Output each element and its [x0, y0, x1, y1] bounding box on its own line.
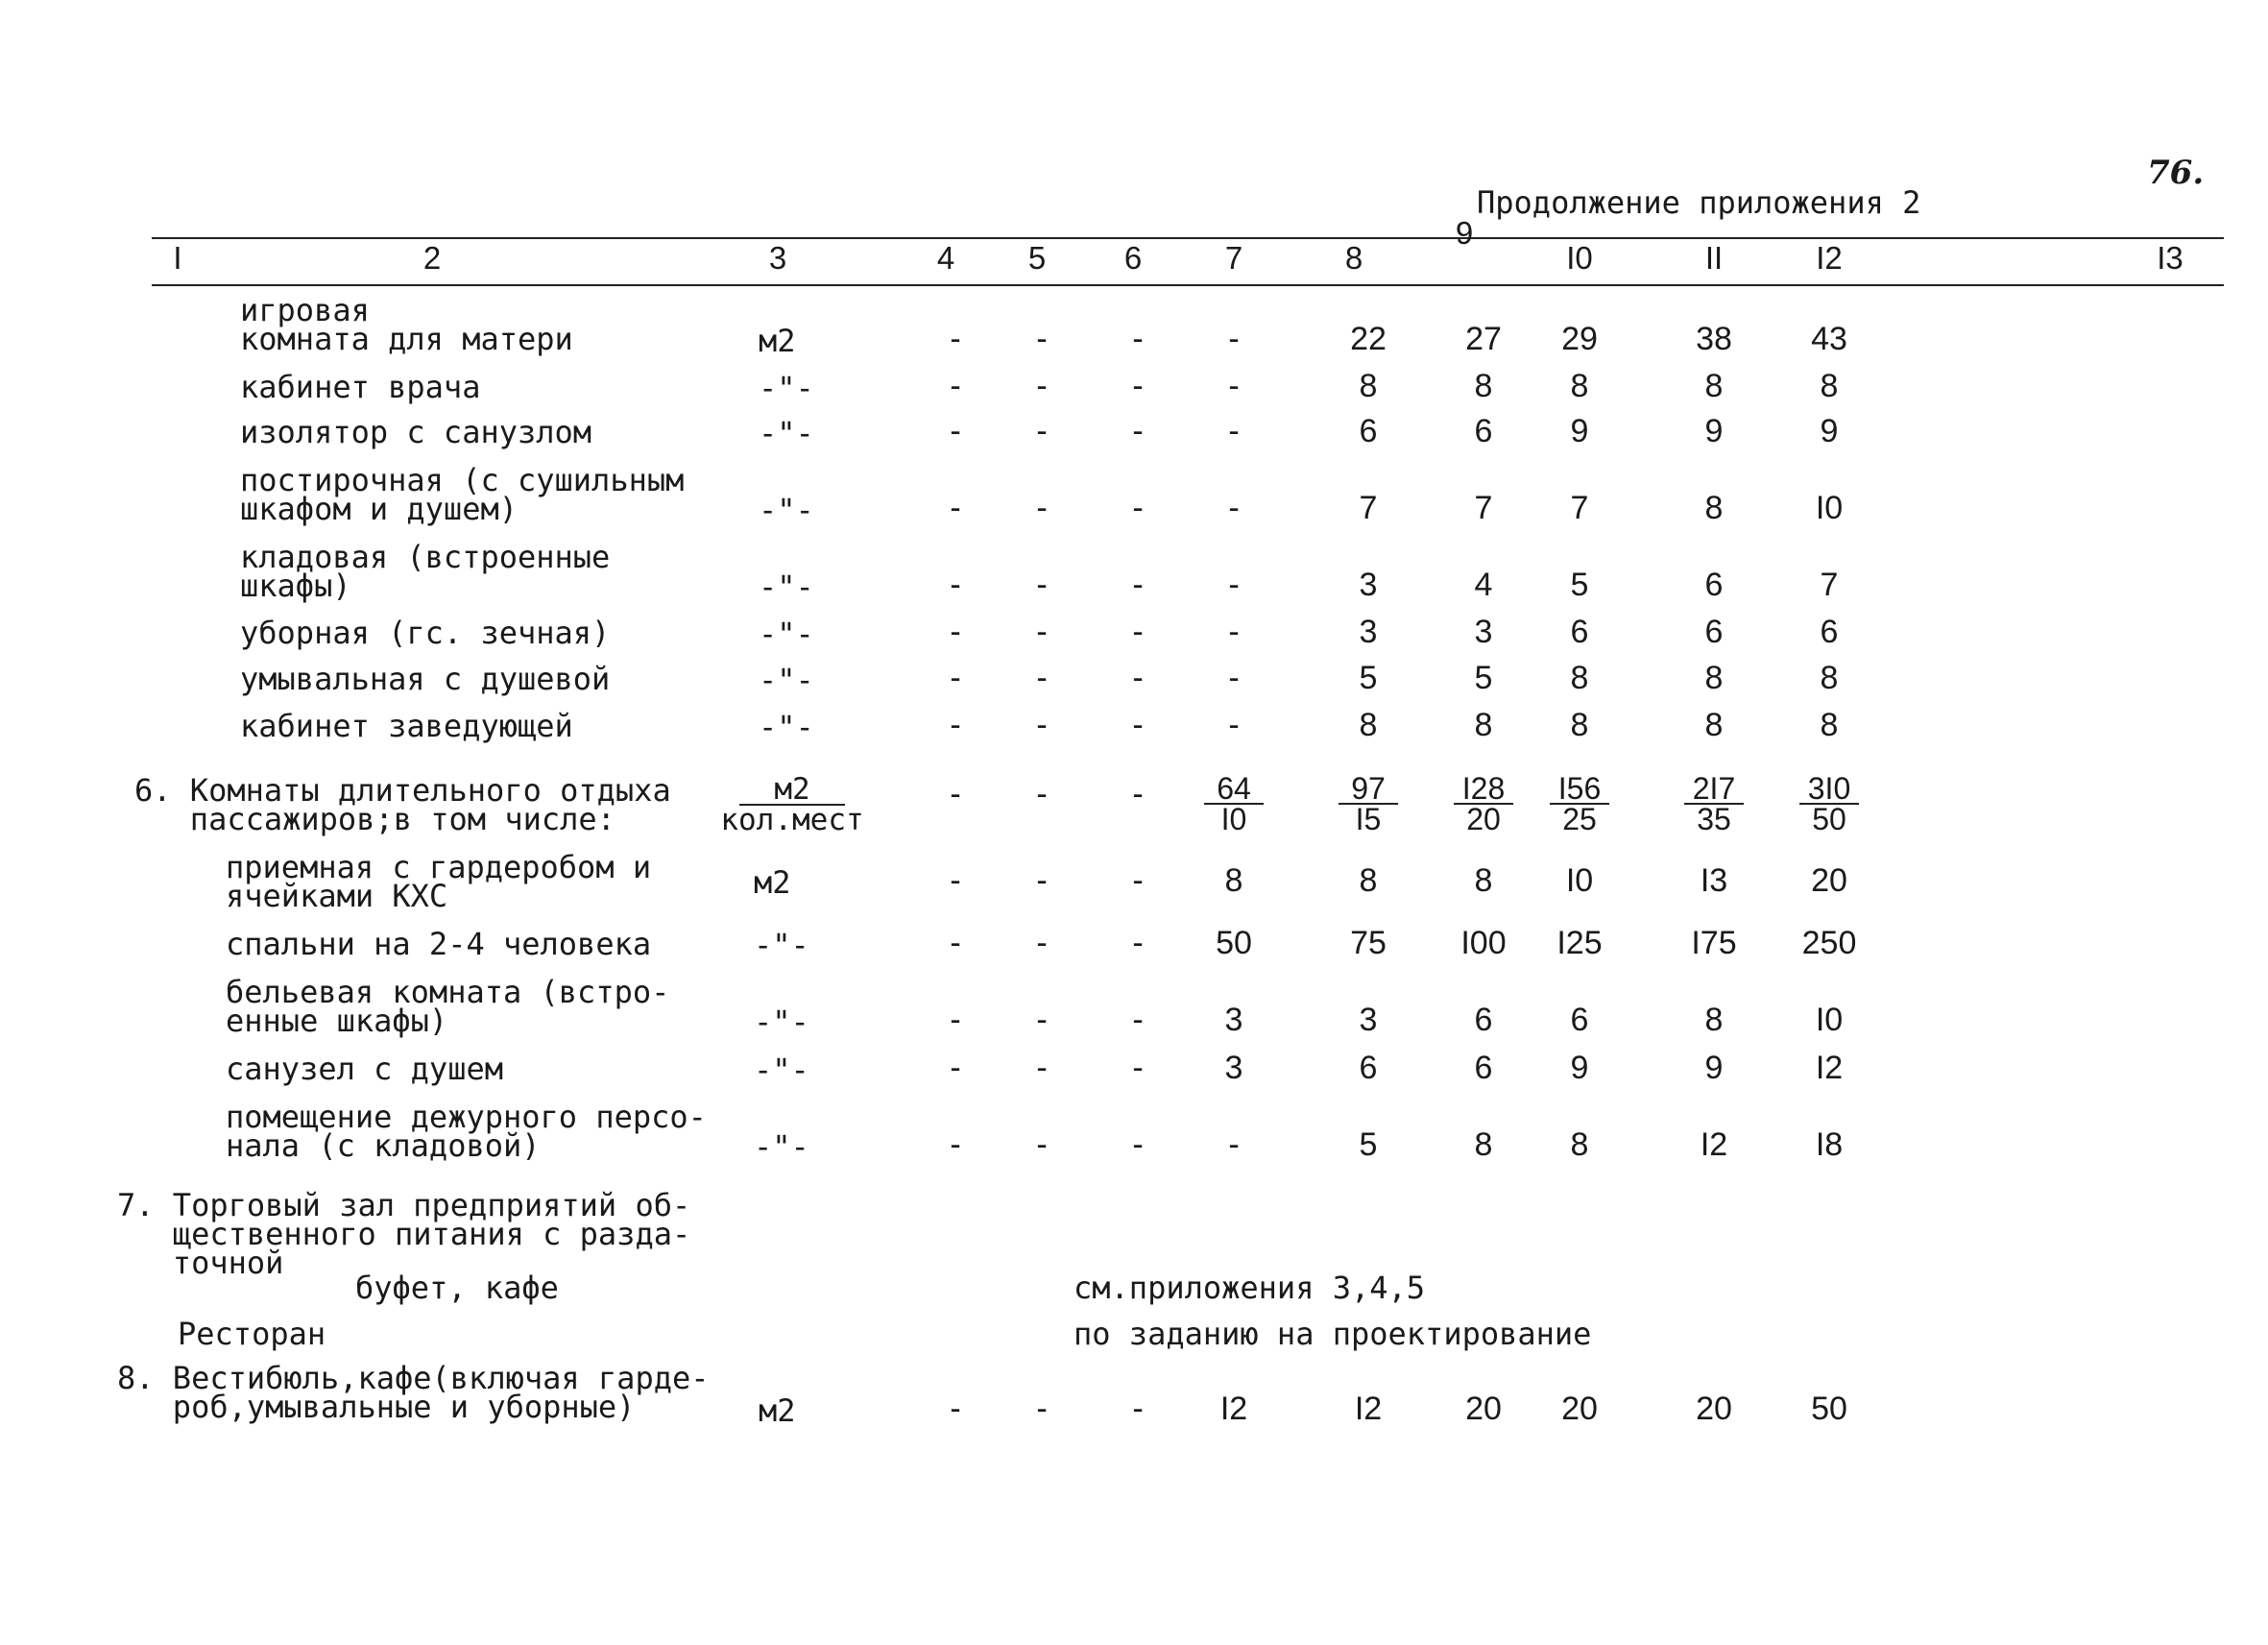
cell-col-10: I0: [1565, 862, 1594, 899]
section-6-unit: [711, 772, 874, 837]
cell-col-10: 8: [1570, 707, 1589, 743]
cell-col-11: I2: [1700, 1126, 1728, 1163]
cell-col-7: -: [1228, 413, 1240, 449]
row-unit: м2: [759, 323, 796, 359]
table-header-bottom-rule: [152, 284, 2224, 286]
cell-col-5: -: [1036, 413, 1048, 449]
fraction-numerator: I28: [1454, 774, 1513, 805]
cell-col-11: 9: [1704, 413, 1724, 449]
cell-col-6: -: [1132, 776, 1144, 812]
cell-col-4: -: [950, 660, 961, 696]
section-7-restaurant-note: по заданию на проектирование: [1074, 1316, 1592, 1352]
cell-col-4: -: [950, 1126, 961, 1163]
cell-col-9: I00: [1460, 925, 1507, 961]
cell-col-4: -: [950, 925, 961, 961]
fraction-col-10: [1536, 771, 1623, 836]
column-number-9: 9: [1455, 215, 1474, 251]
table-top-rule: [152, 237, 2224, 239]
fraction-denominator: I0: [1220, 802, 1247, 836]
cell-col-7: -: [1228, 614, 1240, 650]
cell-col-4: -: [950, 490, 961, 526]
row-name: санузел с душем: [226, 1051, 503, 1087]
column-number-4: 4: [936, 240, 955, 276]
cell-col-4: -: [950, 862, 961, 899]
fraction-col-7: [1191, 771, 1277, 836]
cell-col-9: 8: [1474, 1126, 1493, 1163]
cell-col-10: 6: [1570, 614, 1589, 650]
cell-col-7: -: [1228, 567, 1240, 603]
cell-col-10: 20: [1561, 1391, 1598, 1427]
cell-col-11: 8: [1704, 707, 1724, 743]
cell-col-5: -: [1036, 862, 1048, 899]
cell-col-5: -: [1036, 614, 1048, 650]
cell-col-8: I2: [1354, 1391, 1383, 1427]
row-unit: -"-: [759, 492, 814, 528]
row-name: умывальная с душевой: [240, 661, 611, 697]
cell-col-8: 3: [1359, 614, 1378, 650]
cell-col-10: I25: [1556, 925, 1603, 961]
cell-col-7: 3: [1224, 1002, 1243, 1038]
cell-col-6: -: [1132, 321, 1144, 357]
continuation-heading: Продолжение приложения 2: [1477, 184, 1921, 221]
cell-col-9: 8: [1474, 707, 1493, 743]
fraction-denominator: 50: [1812, 802, 1846, 836]
cell-col-12: 20: [1811, 862, 1847, 899]
cell-col-10: 29: [1561, 321, 1598, 357]
cell-col-8: 8: [1359, 368, 1378, 404]
cell-col-12: 8: [1820, 707, 1839, 743]
cell-col-4: -: [950, 614, 961, 650]
cell-col-9: 3: [1474, 614, 1493, 650]
column-number-8: 8: [1344, 240, 1363, 276]
cell-col-4: -: [950, 368, 961, 404]
cell-col-12: I0: [1815, 490, 1844, 526]
cell-col-6: -: [1132, 862, 1144, 899]
row-unit: -"-: [754, 1004, 809, 1040]
row-unit: -"-: [754, 1128, 809, 1165]
cell-col-5: -: [1036, 490, 1048, 526]
cell-col-12: 50: [1811, 1391, 1847, 1427]
row-name: приемная с гардеробом и ячейками КХС: [226, 849, 652, 914]
cell-col-7: -: [1228, 1126, 1240, 1163]
row-name: игровая комната для матери: [240, 292, 573, 357]
cell-col-5: -: [1036, 660, 1048, 696]
fraction-numerator: 64: [1204, 774, 1264, 805]
fraction-numerator: I56: [1550, 774, 1609, 805]
cell-col-10: 8: [1570, 1126, 1589, 1163]
row-unit: -"-: [754, 927, 809, 963]
row-name: постирочная (с сушильным шкафом и душем): [240, 462, 685, 527]
cell-col-6: -: [1132, 614, 1144, 650]
cell-col-8: 5: [1359, 1126, 1378, 1163]
section-7-restaurant-label: Ресторан: [178, 1316, 326, 1352]
cell-col-12: 250: [1801, 925, 1857, 961]
row-name: кабинет врача: [240, 369, 481, 405]
column-number-7: 7: [1224, 240, 1243, 276]
unit-numerator: м2: [739, 775, 845, 806]
fraction-denominator: 20: [1466, 802, 1501, 836]
cell-col-6: -: [1132, 1050, 1144, 1086]
cell-col-5: -: [1036, 321, 1048, 357]
section-7-buffet-label: буфет, кафе: [355, 1270, 559, 1306]
column-number-3: 3: [768, 240, 787, 276]
cell-col-9: 8: [1474, 862, 1493, 899]
cell-col-9: 6: [1474, 413, 1493, 449]
cell-col-8: 3: [1359, 1002, 1378, 1038]
cell-col-8: 7: [1359, 490, 1378, 526]
cell-col-11: 8: [1704, 368, 1724, 404]
cell-col-6: -: [1132, 490, 1144, 526]
fraction-denominator: 35: [1697, 802, 1731, 836]
unit-denominator: кол.мест: [720, 803, 864, 837]
section-6-title: 6. Комнаты длительного отдыха пассажиров;в том числе:: [134, 772, 671, 837]
cell-col-4: -: [950, 1050, 961, 1086]
fraction-numerator: 97: [1339, 774, 1398, 805]
cell-col-9: 8: [1474, 368, 1493, 404]
cell-col-4: -: [950, 567, 961, 603]
cell-col-8: 6: [1359, 1050, 1378, 1086]
cell-col-9: 6: [1474, 1050, 1493, 1086]
cell-col-8: 6: [1359, 413, 1378, 449]
cell-col-12: I2: [1815, 1050, 1844, 1086]
cell-col-12: 9: [1820, 413, 1839, 449]
column-number-1: I: [173, 240, 182, 276]
column-number-13: I3: [2157, 240, 2184, 276]
column-number-5: 5: [1027, 240, 1047, 276]
cell-col-4: -: [950, 413, 961, 449]
fraction-col-11: [1671, 771, 1757, 836]
fraction-denominator: I5: [1355, 802, 1382, 836]
cell-col-7: -: [1228, 490, 1240, 526]
cell-col-4: -: [950, 776, 961, 812]
row-unit: -"-: [759, 709, 814, 745]
cell-col-4: -: [950, 321, 961, 357]
cell-col-12: 8: [1820, 368, 1839, 404]
cell-col-5: -: [1036, 1126, 1048, 1163]
cell-col-8: 75: [1350, 925, 1387, 961]
fraction-col-9: [1440, 771, 1527, 836]
section-7-buffet-note: см.приложения 3,4,5: [1074, 1270, 1426, 1306]
row-name: спальни на 2-4 человека: [226, 926, 652, 962]
fraction-numerator: 3I0: [1799, 774, 1859, 805]
cell-col-12: I8: [1815, 1126, 1844, 1163]
cell-col-7: 8: [1224, 862, 1243, 899]
row-unit: -"-: [754, 1052, 809, 1088]
cell-col-12: I0: [1815, 1002, 1844, 1038]
cell-col-12: 43: [1811, 321, 1847, 357]
cell-col-5: -: [1036, 707, 1048, 743]
section-7-title: 7. Торговый зал предприятий об- щественного питания с разда- точной: [117, 1187, 691, 1281]
page-number: 76.: [2147, 154, 2205, 192]
row-unit: м2: [759, 1392, 796, 1429]
cell-col-10: 8: [1570, 660, 1589, 696]
cell-col-10: 8: [1570, 368, 1589, 404]
row-name: помещение дежурного персо- нала (с кладовой): [226, 1099, 707, 1164]
fraction-col-8: [1325, 771, 1411, 836]
cell-col-12: 6: [1820, 614, 1839, 650]
row-name: уборная (гс. зечная): [240, 615, 611, 651]
cell-col-6: -: [1132, 707, 1144, 743]
row-name: кладовая (встроенные шкафы): [240, 539, 611, 604]
row-name: бельевая комната (встро- енные шкафы): [226, 974, 670, 1039]
cell-col-10: 9: [1570, 413, 1589, 449]
cell-col-6: -: [1132, 1391, 1144, 1427]
cell-col-9: 7: [1474, 490, 1493, 526]
cell-col-6: -: [1132, 567, 1144, 603]
cell-col-11: 8: [1704, 490, 1724, 526]
cell-col-8: 3: [1359, 567, 1378, 603]
cell-col-11: 8: [1704, 1002, 1724, 1038]
cell-col-5: -: [1036, 368, 1048, 404]
row-unit: -"-: [759, 415, 814, 451]
cell-col-8: 8: [1359, 862, 1378, 899]
row-unit: -"-: [759, 568, 814, 605]
column-number-10: I0: [1566, 240, 1593, 276]
cell-col-7: -: [1228, 707, 1240, 743]
cell-col-6: -: [1132, 1002, 1144, 1038]
cell-col-5: -: [1036, 1391, 1048, 1427]
cell-col-6: -: [1132, 413, 1144, 449]
column-number-12: I2: [1816, 240, 1843, 276]
cell-col-11: 6: [1704, 614, 1724, 650]
cell-col-10: 6: [1570, 1002, 1589, 1038]
cell-col-8: 22: [1350, 321, 1387, 357]
cell-col-11: I3: [1700, 862, 1728, 899]
cell-col-9: 4: [1474, 567, 1493, 603]
fraction-col-12: [1786, 771, 1872, 836]
cell-col-7: -: [1228, 321, 1240, 357]
cell-col-10: 5: [1570, 567, 1589, 603]
cell-col-8: 8: [1359, 707, 1378, 743]
cell-col-7: 50: [1216, 925, 1252, 961]
cell-col-4: -: [950, 1002, 961, 1038]
cell-col-11: I75: [1691, 925, 1737, 961]
column-number-11: II: [1704, 240, 1724, 276]
column-number-6: 6: [1123, 240, 1143, 276]
cell-col-5: -: [1036, 1050, 1048, 1086]
cell-col-12: 7: [1820, 567, 1839, 603]
row-unit: -"-: [759, 662, 814, 698]
row-unit: -"-: [759, 370, 814, 406]
cell-col-6: -: [1132, 925, 1144, 961]
cell-col-9: 27: [1465, 321, 1502, 357]
cell-col-9: 5: [1474, 660, 1493, 696]
row-name: изолятор с санузлом: [240, 414, 592, 450]
cell-col-5: -: [1036, 1002, 1048, 1038]
cell-col-9: 20: [1465, 1391, 1502, 1427]
cell-col-4: -: [950, 707, 961, 743]
cell-col-7: I2: [1219, 1391, 1248, 1427]
cell-col-5: -: [1036, 925, 1048, 961]
section-8-title: 8. Вестибюль,кафе(включая гарде- роб,умывальные и уборные): [117, 1360, 710, 1425]
cell-col-6: -: [1132, 368, 1144, 404]
cell-col-11: 38: [1696, 321, 1732, 357]
cell-col-7: 3: [1224, 1050, 1243, 1086]
cell-col-11: 8: [1704, 660, 1724, 696]
cell-col-11: 9: [1704, 1050, 1724, 1086]
column-number-2: 2: [422, 240, 442, 276]
cell-col-12: 8: [1820, 660, 1839, 696]
fraction-numerator: 2I7: [1684, 774, 1744, 805]
row-name: кабинет заведующей: [240, 708, 573, 744]
cell-col-9: 6: [1474, 1002, 1493, 1038]
cell-col-7: -: [1228, 660, 1240, 696]
cell-col-5: -: [1036, 567, 1048, 603]
cell-col-8: 5: [1359, 660, 1378, 696]
cell-col-10: 9: [1570, 1050, 1589, 1086]
row-unit: -"-: [759, 616, 814, 652]
cell-col-6: -: [1132, 660, 1144, 696]
cell-col-10: 7: [1570, 490, 1589, 526]
cell-col-7: -: [1228, 368, 1240, 404]
row-unit: м2: [754, 864, 791, 901]
cell-col-5: -: [1036, 776, 1048, 812]
cell-col-11: 20: [1696, 1391, 1732, 1427]
fraction-denominator: 25: [1562, 802, 1597, 836]
cell-col-11: 6: [1704, 567, 1724, 603]
cell-col-4: -: [950, 1391, 961, 1427]
cell-col-6: -: [1132, 1126, 1144, 1163]
